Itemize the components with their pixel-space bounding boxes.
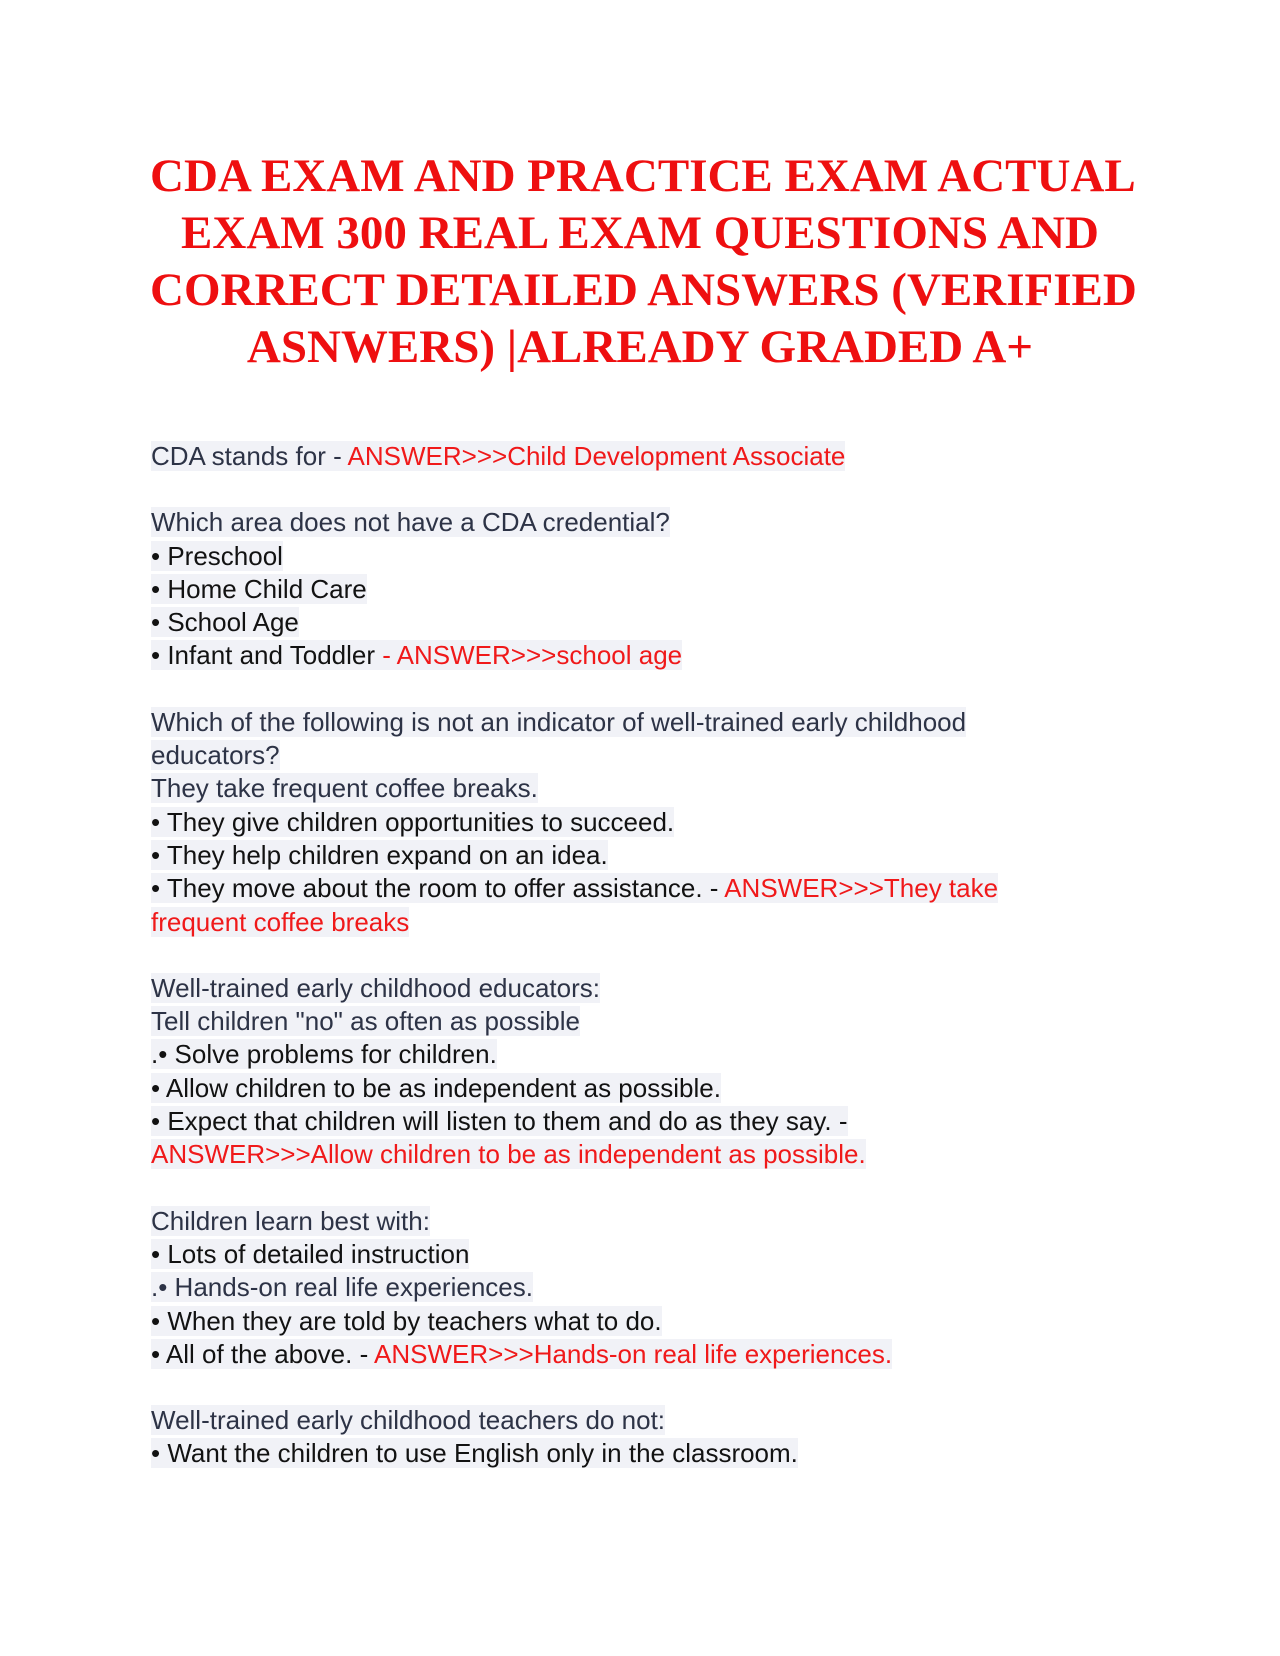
- answer-option: • Allow children to be as independent as possible.: [151, 1072, 721, 1103]
- question-prompt-continued: educators?: [151, 740, 280, 771]
- question-prompt: Which area does not have a CDA credential?: [151, 507, 670, 538]
- question-prompt: Well-trained early childhood teachers do not:: [151, 1405, 666, 1436]
- answer-text: ANSWER>>>Allow children to be as independent as possible.: [151, 1139, 866, 1170]
- question-list: [151, 440, 1131, 1504]
- title-line-4: ASNWERS) |ALREADY GRADED A+: [246, 321, 1034, 373]
- question-block-4: [151, 972, 1131, 1172]
- question-block-2: [151, 506, 1131, 672]
- answer-option: • They help children expand on an idea.: [151, 839, 608, 870]
- answer-text: ANSWER>>>Child Development Associate: [347, 441, 846, 471]
- answer-option: • Home Child Care: [151, 573, 367, 604]
- answer-option: • School Age: [151, 607, 299, 638]
- question-prompt: CDA stands for -: [151, 441, 348, 471]
- answer-text-continued: frequent coffee breaks: [151, 906, 410, 937]
- answer-option: • Infant and Toddler: [151, 640, 376, 671]
- answer-option: .• Solve problems for children.: [151, 1039, 497, 1070]
- title-line-2: EXAM 300 REAL EXAM QUESTIONS AND: [181, 207, 1099, 259]
- title-line-3: CORRECT DETAILED ANSWERS (VERIFIED: [150, 264, 1137, 316]
- answer-option: They take frequent coffee breaks.: [151, 773, 538, 804]
- answer-option: • All of the above. -: [151, 1338, 375, 1369]
- question-block-1: [151, 440, 1131, 473]
- answer-option: .• Hands-on real life experiences.: [151, 1272, 533, 1303]
- answer-option: • Want the children to use English only in the classroom.: [151, 1438, 798, 1469]
- question-prompt: Children learn best with:: [151, 1205, 430, 1236]
- answer-option: • Lots of detailed instruction: [151, 1238, 470, 1269]
- answer-option: Tell children "no" as often as possible: [151, 1006, 580, 1037]
- answer-option: • They move about the room to offer assistance. -: [151, 873, 725, 904]
- answer-option: • Preschool: [151, 540, 283, 571]
- answer-text: ANSWER>>>Hands-on real life experiences.: [374, 1338, 893, 1369]
- question-block-3: [151, 706, 1131, 939]
- title-line-1: CDA EXAM AND PRACTICE EXAM ACTUAL: [150, 150, 1136, 202]
- question-prompt: Well-trained early childhood educators:: [151, 972, 600, 1003]
- answer-text: - ANSWER>>>school age: [375, 640, 683, 671]
- question-block-6: [151, 1404, 1131, 1471]
- document-title: [150, 148, 1137, 376]
- answer-option: • Expect that children will listen to them and do as they say. -: [151, 1106, 848, 1137]
- question-block-5: [151, 1205, 1131, 1371]
- answer-text: ANSWER>>>They take: [724, 873, 999, 904]
- answer-option: • They give children opportunities to succeed.: [151, 806, 675, 837]
- answer-option: • When they are told by teachers what to do.: [151, 1305, 662, 1336]
- question-prompt: Which of the following is not an indicator of well-trained early childhood: [151, 706, 967, 737]
